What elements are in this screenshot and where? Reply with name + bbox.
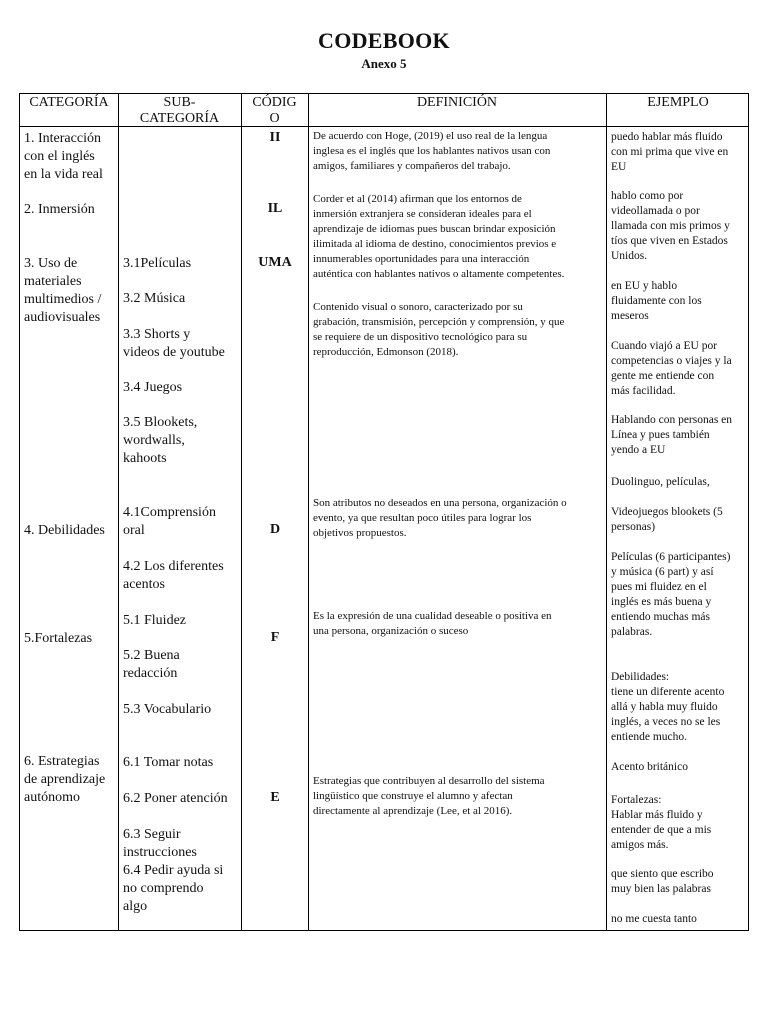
example-cell-line: inglés, a veces no se les [611,716,721,728]
example-cell-line: Acento británico [611,761,688,773]
subcategory-cell-line: 3.4 Juegos [123,380,183,395]
column-divider [308,94,309,930]
subcategory-cell-line: no comprendo [123,881,204,896]
category-cell-line: 2. Inmersión [24,202,95,217]
subcategory-cell [123,255,191,273]
header-subcategoria-line: SUB- [163,95,196,110]
category-cell-line: en la vida real [24,167,103,182]
definition-cell-line: auténtica con hablantes nativos o altamente competentes. [313,268,565,280]
example-cell-line: meseros [611,310,649,322]
example-cell-line: Películas (6 participantes) [611,551,731,563]
subcategory-cell-line: videos de youtube [123,345,225,360]
example-cell-line: más facilidad. [611,385,676,397]
definition-cell-line: amigos, familiares y compañeros del trabajo. [313,160,511,172]
example-cell-line: EU [611,161,627,173]
subcategory-cell [123,558,224,594]
category-cell-line: 4. Debilidades [24,523,105,538]
definition-cell-line: inglesa es el inglés que los hablantes nativos usan con [313,145,551,157]
header-definicion [308,94,606,126]
category-cell [24,630,92,648]
example-cell-line: Debilidades: [611,671,670,683]
subcategory-cell-line: acentos [123,577,165,592]
definition-cell-line: De acuerdo con Hoge, (2019) el uso real de la lengua [313,130,548,142]
definition-cell-line: aprendizaje de idiomas pues buscan brindar exposición [313,223,556,235]
category-cell [24,130,103,184]
header-codigo-line: CÓDIG [252,95,297,110]
category-cell-line: multimedios / [24,292,102,307]
example-cell-line: no me cuesta tanto [611,913,697,925]
subcategory-cell-line: oral [123,523,145,538]
definition-cell [313,774,545,819]
category-cell [24,201,95,219]
subcategory-cell-line: kahoots [123,451,167,466]
document-title: CODEBOOK [318,28,450,53]
example-cell-line: Cuando viajó a EU por [611,340,718,352]
column-divider [118,94,119,930]
example-cell-line: Duolinguo, películas, [611,476,710,488]
subcategory-cell [123,790,228,808]
definition-cell-line: una persona, organización o suceso [313,625,469,637]
definition-cell-line: lingüístico que construye el alumno y afectan [313,790,513,802]
subcategory-cell [123,379,182,397]
subcategory-cell-line: 6.1 Tomar notas [123,755,214,770]
example-cell-line: Línea y pues también [611,429,710,441]
example-cell-line: entiendo muchas más [611,611,711,623]
column-divider [606,94,607,930]
subcategory-cell [123,414,197,468]
subcategory-cell-line: 3.3 Shorts y [123,327,191,342]
example-cell-line: inglés es más buena y [611,596,712,608]
subcategory-cell-line: 6.3 Seguir [123,827,181,842]
example-cell-line: Hablar más fluido y [611,809,703,821]
definition-cell-line: evento, ya que resultan poco útiles para lograr los [313,512,532,524]
example-cell-line: muy bien las palabras [611,883,711,895]
definition-cell [313,300,564,360]
subcategory-cell-line: 4.1Comprensión [123,505,216,520]
category-cell-line: materiales [24,274,82,289]
codebook-table [19,93,749,931]
example-cell [611,130,728,175]
example-cell [611,475,710,490]
definition-cell [313,496,567,541]
subcategory-cell-line: 4.2 Los diferentes [123,559,224,574]
example-cell-line: Hablando con personas en [611,414,733,426]
subcategory-cell-line: instrucciones [123,845,197,860]
header-codigo-line: O [269,111,280,126]
example-cell-line: palabras. [611,626,653,638]
example-cell-line: allá y habla muy fluido [611,701,718,713]
category-cell-line: 6. Estrategias [24,754,100,769]
subcategory-cell [123,504,216,540]
example-cell-line: puedo hablar más fluido [611,131,723,143]
code-cell: D [269,522,281,537]
definition-cell-line: innumerables oportunidades para una interacción [313,253,530,265]
header-subcategoria [118,94,241,126]
subcategory-cell-line: 5.1 Fluidez [123,613,186,628]
subcategory-cell-line: redacción [123,666,178,681]
example-cell [611,339,732,399]
example-cell-line: en EU y hablo [611,280,678,292]
category-cell-line: audiovisuales [24,310,101,325]
example-cell-line: tíos que viven en Estados [611,235,728,247]
code-cell: F [270,630,280,645]
definition-cell [313,609,552,639]
definition-cell-line: Estrategias que contribuyen al desarrollo del sistema [313,775,545,787]
example-cell-line: fluidamente con los [611,295,702,307]
definition-cell-line: inmersión extranjera se consideran ideales para el [313,208,532,220]
example-cell-line: Unidos. [611,250,648,262]
definition-cell-line: Es la expresión de una cualidad deseable o positiva en [313,610,552,622]
subcategory-cell-line: 5.3 Vocabulario [123,702,212,717]
example-cell-line: hablo como por [611,190,684,202]
example-cell-line: Videojuegos blookets (5 [611,506,723,518]
code-cell: II [269,130,281,145]
header-subcategoria-line: CATEGORÍA [139,111,220,126]
example-cell-line: entiende mucho. [611,731,688,743]
category-cell [24,522,105,540]
header-codigo [241,94,308,126]
definition-cell-line: grabación, transmisión, percepción y comprensión, y que [313,316,565,328]
example-cell-line: con mi prima que vive en [611,146,729,158]
example-cell-line: llamada con mis primos y [611,220,730,232]
subcategory-cell-line: wordwalls, [123,433,185,448]
definition-cell-line: Corder et al (2014) afirman que los entornos de [313,193,522,205]
subcategory-cell [123,612,186,630]
definition-cell [313,192,564,282]
example-cell [611,413,732,458]
header-ejemplo-text: EJEMPLO [647,95,709,110]
example-cell-line: competencias o viajes y la [611,355,732,367]
category-cell-line: 1. Interacción [24,131,101,146]
example-cell [611,793,711,853]
category-cell-line: 3. Uso de [24,256,78,271]
category-cell-line: con el inglés [24,149,95,164]
definition-cell-line: reproducción, Edmonson (2018). [313,346,459,358]
header-ejemplo [606,94,750,126]
example-cell [611,550,730,640]
definition-cell-line: directamente al aprendizaje (Lee, et al 2016). [313,805,513,817]
example-cell-line: y música (6 part) y así [611,566,714,578]
definition-cell-line: ilimitada al idioma de destino, conocimientos previos e [313,238,557,250]
definition-cell-line: Son atributos no deseados en una persona, organización o [313,497,567,509]
category-cell-line: autónomo [24,790,80,805]
subcategory-cell [123,826,197,862]
category-cell [24,753,105,807]
subcategory-cell [123,701,211,719]
document-subtitle: Anexo 5 [361,56,407,71]
example-cell-line: amigos más. [611,839,669,851]
subcategory-cell [123,326,225,362]
subcategory-cell [123,862,223,916]
category-cell [24,255,101,327]
subcategory-cell-line: 6.2 Poner atención [123,791,228,806]
category-cell-line: de aprendizaje [24,772,106,787]
example-cell-line: tiene un diferente acento [611,686,725,698]
example-cell-line: pues mi fluidez en el [611,581,707,593]
subcategory-cell-line: 5.2 Buena [123,648,180,663]
example-cell [611,279,702,324]
header-definicion-text: DEFINICIÓN [416,95,498,110]
example-cell [611,912,697,927]
example-cell-line: gente me entiende con [611,370,715,382]
example-cell-line: entender de que a mis [611,824,712,836]
subcategory-cell-line: algo [123,899,148,914]
example-cell-line: yendo a EU [611,444,666,456]
example-cell [611,670,724,745]
subcategory-cell [123,754,213,772]
example-cell [611,760,688,775]
subcategory-cell-line: 3.2 Música [123,291,186,306]
header-categoria-text: CATEGORÍA [29,95,109,110]
example-cell [611,867,714,897]
subcategory-cell-line: 3.5 Blookets, [123,415,198,430]
example-cell [611,505,723,535]
subcategory-cell [123,647,180,683]
code-cell: E [270,790,280,805]
definition-cell-line: objetivos propuestos. [313,527,407,539]
example-cell-line: personas) [611,521,656,533]
header-categoria [20,94,118,126]
example-cell-line: Fortalezas: [611,794,662,806]
definition-cell-line: se requiere de un dispositivo tecnológico para su [313,331,528,343]
example-cell-line: videollamada o por [611,205,700,217]
subcategory-cell-line: 3.1Películas [123,256,192,271]
definition-cell [313,129,550,174]
definition-cell-line: Contenido visual o sonoro, caracterizado por su [313,301,523,313]
subcategory-cell [123,290,185,308]
subcategory-cell-line: 6.4 Pedir ayuda si [123,863,224,878]
example-cell [611,189,730,264]
category-cell-line: 5.Fortalezas [24,631,93,646]
code-cell: IL [267,201,283,216]
code-cell: UMA [258,255,292,270]
example-cell-line: que siento que escribo [611,868,714,880]
